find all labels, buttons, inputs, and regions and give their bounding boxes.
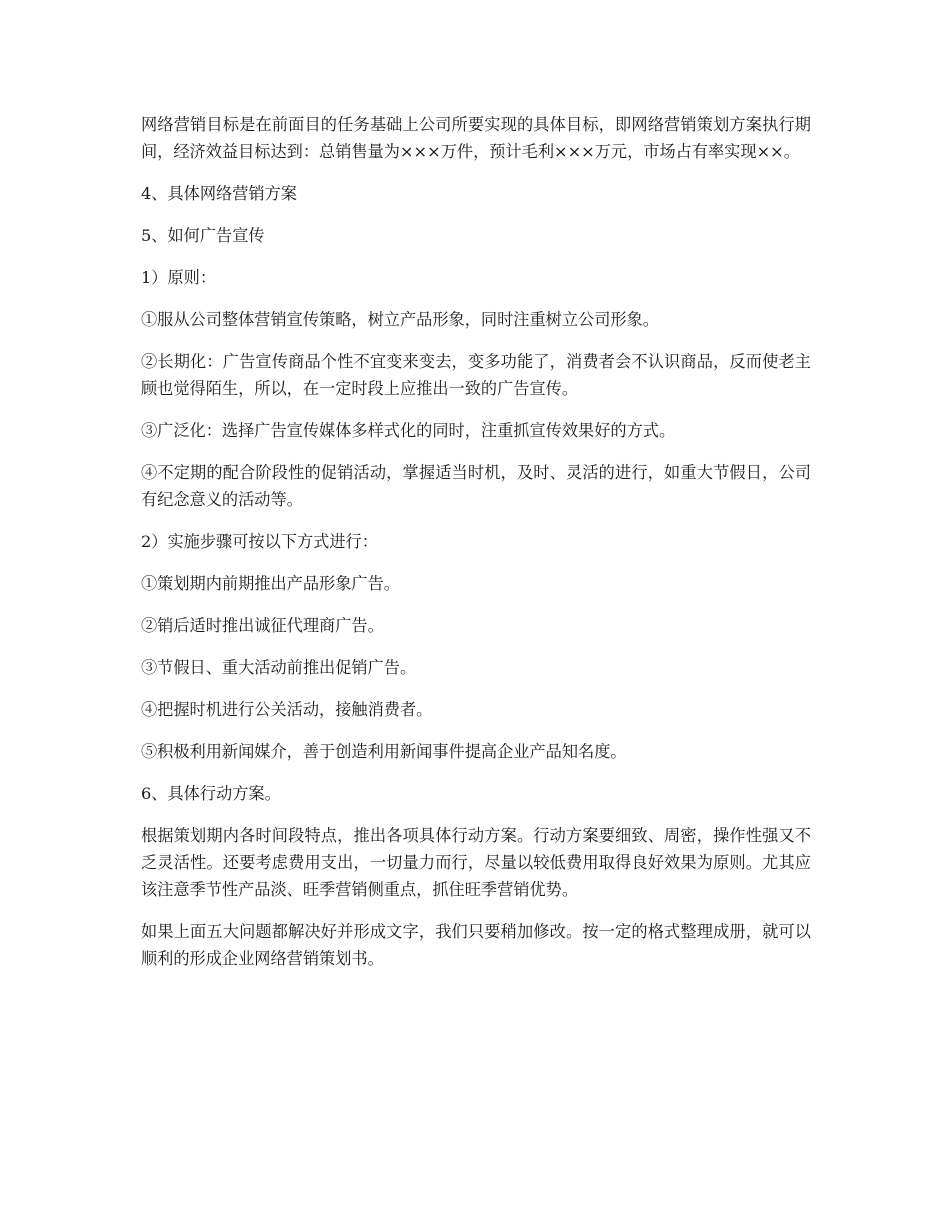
paragraph-action-plan: 根据策划期内各时间段特点，推出各项具体行动方案。行动方案要细致、周密，操作性强又不乏灵活性。还要考虑费用支出，一切量力而行，尽量以较低费用取得良好效果为原则。尤其应该注意季节性产品淡、旺季营销侧重点，抓住旺季营销优势。 — [141, 826, 811, 899]
list-item: ③广泛化：选择广告宣传媒体多样式化的同时，注重抓宣传效果好的方式。 — [141, 421, 676, 440]
list-item: ③节假日、重大活动前推出促销广告。 — [141, 658, 417, 677]
heading-section-4: 4、具体网络营销方案 — [141, 184, 297, 203]
paragraph-goal: 网络营销目标是在前面目的任务基础上公司所要实现的具体目标，即网络营销策划方案执行期间，经济效益目标达到：总销售量为×××万件，预计毛利×××万元，市场占有率实现××。 — [141, 115, 811, 161]
subheading-steps: 2）实施步骤可按以下方式进行： — [141, 532, 378, 551]
list-item: ②长期化：广告宣传商品个性不宜变来变去，变多功能了，消费者会不认识商品，反而使老主顾也觉得陌生，所以，在一定时段上应推出一致的广告宣传。 — [141, 352, 811, 398]
subheading-principles: 1）原则： — [141, 268, 217, 287]
heading-section-6: 6、具体行动方案。 — [141, 784, 281, 803]
list-item: ⑤积极利用新闻媒介，善于创造利用新闻事件提高企业产品知名度。 — [141, 742, 627, 761]
list-item: ④不定期的配合阶段性的促销活动，掌握适当时机，及时、灵活的进行，如重大节假日，公司有纪念意义的活动等。 — [141, 463, 811, 509]
list-item: ①策划期内前期推出产品形象广告。 — [141, 574, 400, 593]
paragraph-conclusion: 如果上面五大问题都解决好并形成文字，我们只要稍加修改。按一定的格式整理成册，就可以顺利的形成企业网络营销策划书。 — [141, 922, 811, 968]
list-item: ④把握时机进行公关活动，接触消费者。 — [141, 700, 433, 719]
list-item: ①服从公司整体营销宣传策略，树立产品形象，同时注重树立公司形象。 — [141, 310, 659, 329]
heading-section-5: 5、如何广告宣传 — [141, 226, 265, 245]
document-body — [141, 111, 811, 987]
list-item: ②销后适时推出诚征代理商广告。 — [141, 616, 384, 635]
